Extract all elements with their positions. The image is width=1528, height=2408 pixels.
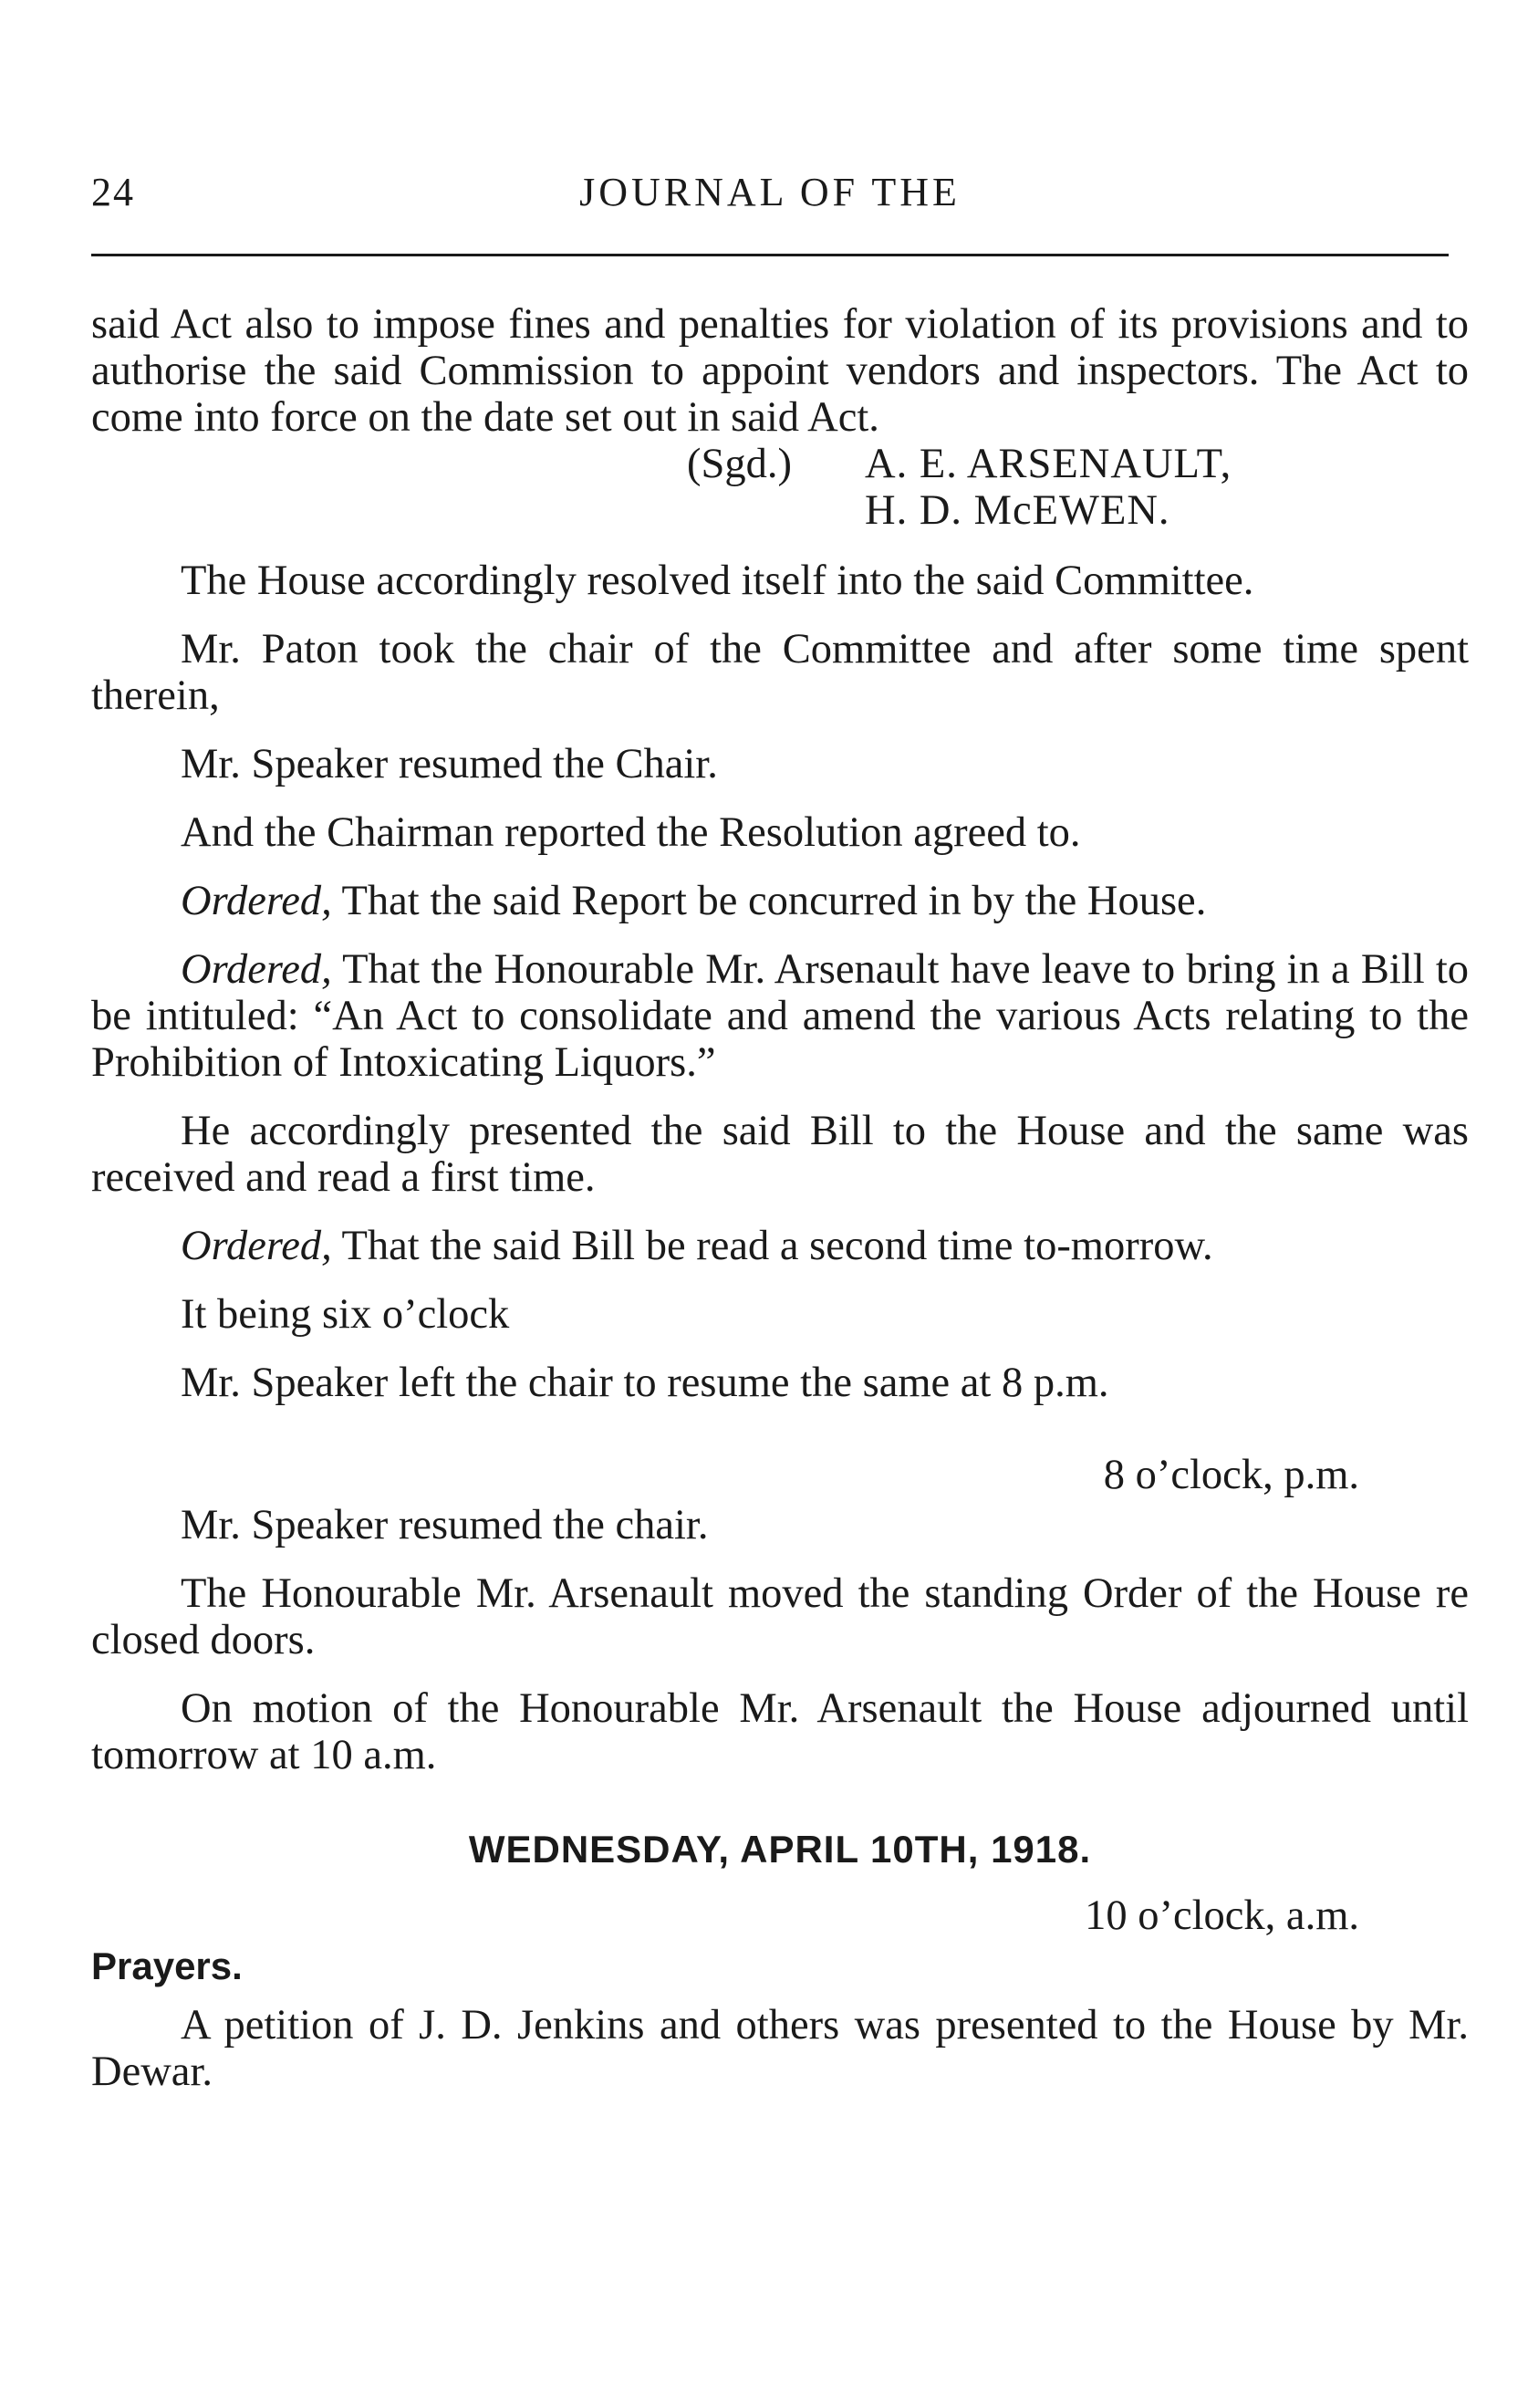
paragraph-act-continuation: said Act also to impose fines and penalties for violation of its provisions and to authorise the said Commission to appoint vendors and inspectors. The Act to come into force on the date set out in said Act. — [91, 301, 1469, 441]
date-heading: WEDNESDAY, APRIL 10TH, 1918. — [468, 1828, 1092, 1871]
ordered-lead: Ordered, — [181, 946, 332, 993]
signature-block — [91, 441, 1469, 534]
signatory-arsenault: A. E. ARSENAULT, — [865, 441, 1232, 487]
paragraph-paton: Mr. Paton took the chair of the Committee and after some time spent therein, — [91, 626, 1469, 719]
ordered-lead: Ordered, — [181, 1223, 332, 1269]
time-8pm: 8 o’clock, p.m. — [1103, 1452, 1359, 1498]
ordered-text: That the said Report be concurred in by the House. — [331, 878, 1207, 924]
paragraph-chairman-report: And the Chairman reported the Resolution agreed to. — [181, 809, 1081, 856]
paragraph-bill-presented: He accordingly presented the said Bill to the House and the same was received and read a first time. — [91, 1108, 1469, 1201]
time-stamp-morning — [91, 1892, 1469, 1939]
paragraph-ordered-bill-leave — [91, 946, 1469, 1086]
paragraph-ordered-second-reading — [91, 1223, 1469, 1269]
paragraph-adjourned: On motion of the Honourable Mr. Arsenault the House adjourned until tomorrow at 10 a.m. — [91, 1685, 1469, 1778]
ordered-lead: Ordered, — [181, 878, 332, 924]
page-number: 24 — [91, 170, 135, 214]
paragraph-closed-doors: The Honourable Mr. Arsenault moved the standing Order of the House re closed doors. — [91, 1570, 1469, 1663]
journal-body — [91, 301, 1469, 2095]
paragraph-petition: A petition of J. D. Jenkins and others was presented to the House by Mr. Dewar. — [91, 2002, 1469, 2095]
paragraph-six-oclock: It being six o’clock — [181, 1291, 510, 1338]
prayers-heading: Prayers. — [91, 1944, 243, 1987]
paragraph-speaker-resumed-chair: Mr. Speaker resumed the chair. — [181, 1502, 709, 1548]
paragraph-speaker-left: Mr. Speaker left the chair to resume the same at 8 p.m. — [181, 1360, 1109, 1406]
paragraph-ordered-report — [91, 878, 1469, 924]
page-header — [91, 169, 1449, 224]
header-rule — [91, 254, 1449, 256]
time-10am: 10 o’clock, a.m. — [1085, 1892, 1359, 1939]
time-stamp-evening — [91, 1452, 1469, 1498]
signatory-mcewen: H. D. McEWEN. — [865, 487, 1170, 534]
ordered-text: That the Honourable Mr. Arsenault have leave to bring in a Bill to be intituled: “An Act to consolidate and amend the various Acts relating to the Prohibition of Intoxicating Liquors.” — [91, 946, 1469, 1086]
signed-marker: (Sgd.) — [687, 441, 792, 487]
running-title: JOURNAL OF THE — [579, 170, 961, 214]
paragraph-committee: The House accordingly resolved itself into the said Committee. — [181, 558, 1254, 604]
paragraph-speaker-resumed: Mr. Speaker resumed the Chair. — [181, 741, 718, 787]
ordered-text: That the said Bill be read a second time to-morrow. — [331, 1223, 1213, 1269]
